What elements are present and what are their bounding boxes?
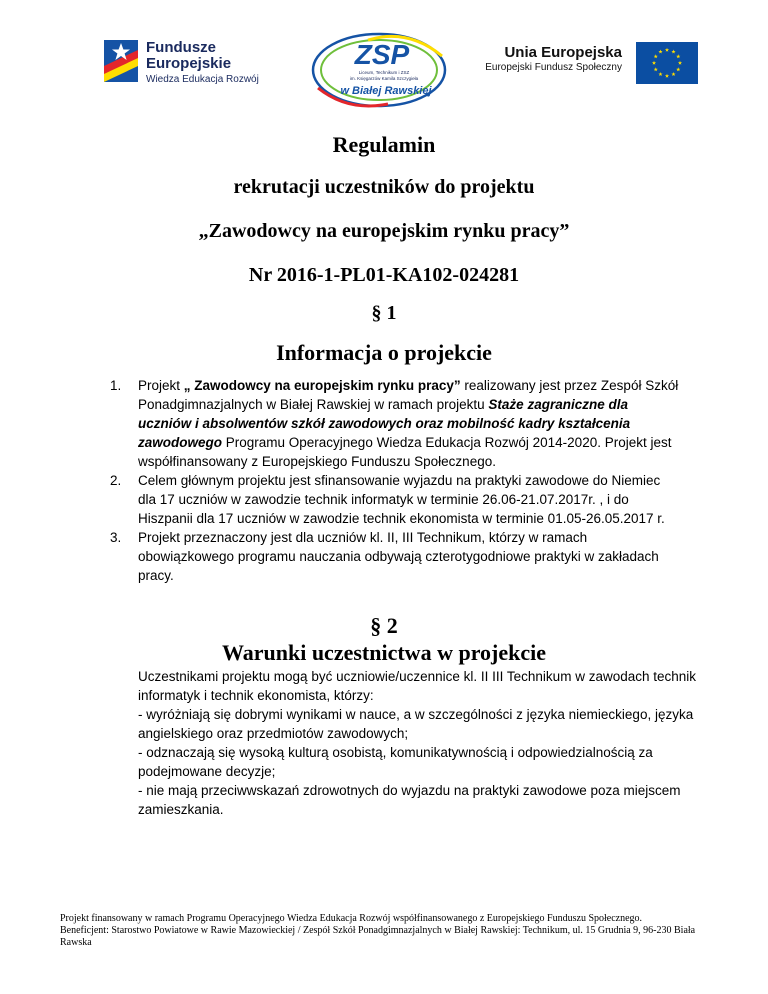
project-info-list	[110, 376, 680, 585]
fundusze-europejskie-emblem-icon	[104, 40, 138, 82]
zsp-school-logo	[308, 26, 450, 114]
list-item-text: Projekt przeznaczony jest dla uczniów kl. II, III Technikum, którzy w ramach obowiązkowego programu nauczania odbywają czterotygodniowe praktyki w zakładach pracy.	[138, 530, 659, 583]
fundusze-europejskie-text	[146, 40, 259, 87]
list-item	[110, 528, 680, 585]
section-1-mark: § 1	[371, 302, 397, 324]
list-item-text: Projekt	[138, 378, 184, 393]
zsp-city: w Białej Rawskiej	[340, 85, 432, 97]
list-item-number: 2.	[110, 473, 122, 488]
footer-funding-note: Projekt finansowany w ramach Programu Operacyjnego Wiedza Edukacja Rozwój współfinansowanego z Europejskiego Funduszu Społecznego.	[60, 913, 643, 924]
document-title: Regulamin	[332, 132, 436, 157]
zsp-small-line1: Liceum, Technikum i ZSZ	[358, 70, 410, 75]
logo-bar	[0, 26, 768, 116]
project-name-bold: „ Zawodowcy na europejskim rynku pracy”	[183, 378, 461, 393]
eu-flag-icon	[636, 42, 698, 84]
participation-conditions	[138, 667, 698, 819]
fe-name-line1: Fundusze	[146, 39, 216, 56]
fe-program-name: Wiedza Edukacja Rozwój	[146, 74, 259, 85]
program-name-bold-italic: Staże zagraniczne dla uczniów i absolwentów szkół zawodowych oraz mobilność kadry kształcenia zawodowego	[138, 397, 631, 450]
condition-item: - wyróżniają się dobrymi wynikami w nauce, a w szczególności z języka niemieckiego, języka angielskiego oraz przedmiotów zawodowych;	[138, 707, 694, 741]
list-item-text: Celem głównym projektu jest sfinansowanie wyjazdu na praktyki zawodowe do Niemiec dla 17 uczniów w zawodzie technik informatyk w terminie 26.06-21.07.2017r. , i do Hiszpanii dla 17 uczniów w zawodzie technik ekonomista w terminie 01.05-26.05.2017 r.	[138, 473, 665, 526]
zsp-name: ZSP	[354, 39, 410, 70]
footer-beneficiary: Beneficjent: Starostwo Powiatowe w Rawie Mazowieckiej / Zespół Szkół Ponadgimnazjalnych w Białej Rawskiej: Technikum, ul. 15 Grudnia 9, 96-230 Biała Rawska	[60, 925, 696, 948]
list-item	[110, 376, 680, 471]
unia-europejska-text	[485, 44, 622, 75]
ue-fund-name: Europejski Fundusz Społeczny	[485, 62, 622, 73]
project-name: „Zawodowcy na europejskim rynku pracy”	[198, 220, 570, 242]
section-1-title: Informacja o projekcie	[276, 340, 492, 365]
list-item-number: 3.	[110, 530, 122, 545]
condition-item: - odznaczają się wysoką kulturą osobistą, komunikatywnością i odpowiedzialnością za podejmowane decyzje;	[138, 745, 653, 779]
list-item-number: 1.	[110, 378, 122, 393]
list-item-text: realizowany jest przez Zespół Szkół Ponadgimnazjalnych w Białej Rawskiej w ramach projektu	[138, 378, 679, 412]
conditions-intro: Uczestnikami projektu mogą być uczniowie/uczennice kl. II III Technikum w zawodach technik informatyk i technik ekonomista, którzy:	[138, 669, 697, 703]
project-number: Nr 2016-1-PL01-KA102-024281	[248, 264, 520, 286]
section-2-title: Warunki uczestnictwa w projekcie	[221, 640, 547, 665]
unia-europejska-logo	[482, 42, 698, 86]
document-subtitle: rekrutacji uczestników do projektu	[233, 176, 535, 198]
condition-item: - nie mają przeciwwskazań zdrowotnych do wyjazdu na praktyki zawodowe poza miejscem zamieszkania.	[138, 783, 681, 817]
fundusze-europejskie-logo	[104, 40, 274, 88]
list-item	[110, 471, 680, 528]
section-2-mark: § 2	[370, 613, 398, 638]
ue-name: Unia Europejska	[504, 44, 622, 61]
list-item-text: Programu Operacyjnego Wiedza Edukacja Rozwój 2014-2020. Projekt jest współfinansowany z Europejskiego Funduszu Społecznego.	[138, 435, 672, 469]
page-footer	[60, 913, 700, 949]
fe-name-line2: Europejskie	[146, 55, 232, 72]
zsp-small-line2: im. Księgarzów Kamila Szczygieła	[349, 76, 419, 81]
